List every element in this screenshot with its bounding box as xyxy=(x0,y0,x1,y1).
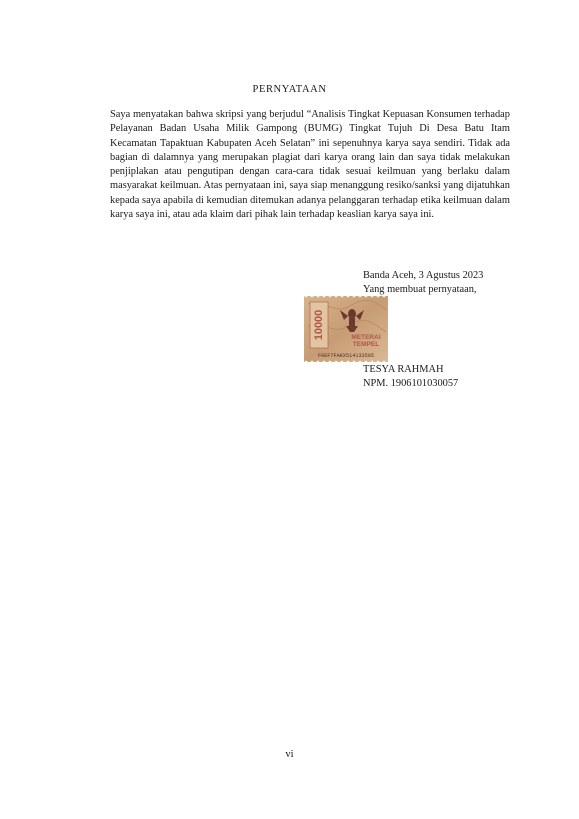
svg-text:METERAI: METERAI xyxy=(351,334,381,341)
signer-intro: Yang membuat pernyataan, xyxy=(363,284,477,296)
signer-name: TESYA RAHMAH xyxy=(363,364,444,375)
page-number: vi xyxy=(285,749,294,760)
svg-text:F0EF7FAKX514133505: F0EF7FAKX514133505 xyxy=(317,353,375,359)
signature-header xyxy=(363,269,483,298)
signer-npm: NPM. 1906101030057 xyxy=(363,378,459,390)
signer-details xyxy=(363,363,458,392)
svg-text:TEMPEL: TEMPEL xyxy=(352,341,380,348)
meterai-stamp-image xyxy=(304,296,388,362)
document-title: PERNYATAAN xyxy=(252,84,327,95)
svg-text:10000: 10000 xyxy=(312,309,325,341)
statement-paragraph: Saya menyatakan bahwa skripsi yang berjudul “Analisis Tingkat Kepuasan Konsumen terhadap Pelayanan Badan Usaha Milik Gampong (BUMG) Tingkat Tujuh Di Desa Batu Itam Kecamatan Tapaktuan Kabupaten Aceh Selatan” ini sepenuhnya karya saya sendiri. Tidak ada bagian di dalamnya yang merupakan plagiat dari karya orang lain dan saya tidak melakukan penjiplakan atau pengutipan dengan cara-cara tidak sesuai keilmuan yang berlaku dalam masyarakat keilmuan. Atas pernyataan ini, saya siap menanggung resiko/sanksi yang dijatuhkan kepada saya apabila di kemudian ditemukan adanya pelanggaran terhadap etika keilmuan dalam karya saya ini, atau ada klaim dari pihak lain terhadap keaslian karya saya ini. xyxy=(110,109,510,221)
place-date: Banda Aceh, 3 Agustus 2023 xyxy=(363,270,484,281)
